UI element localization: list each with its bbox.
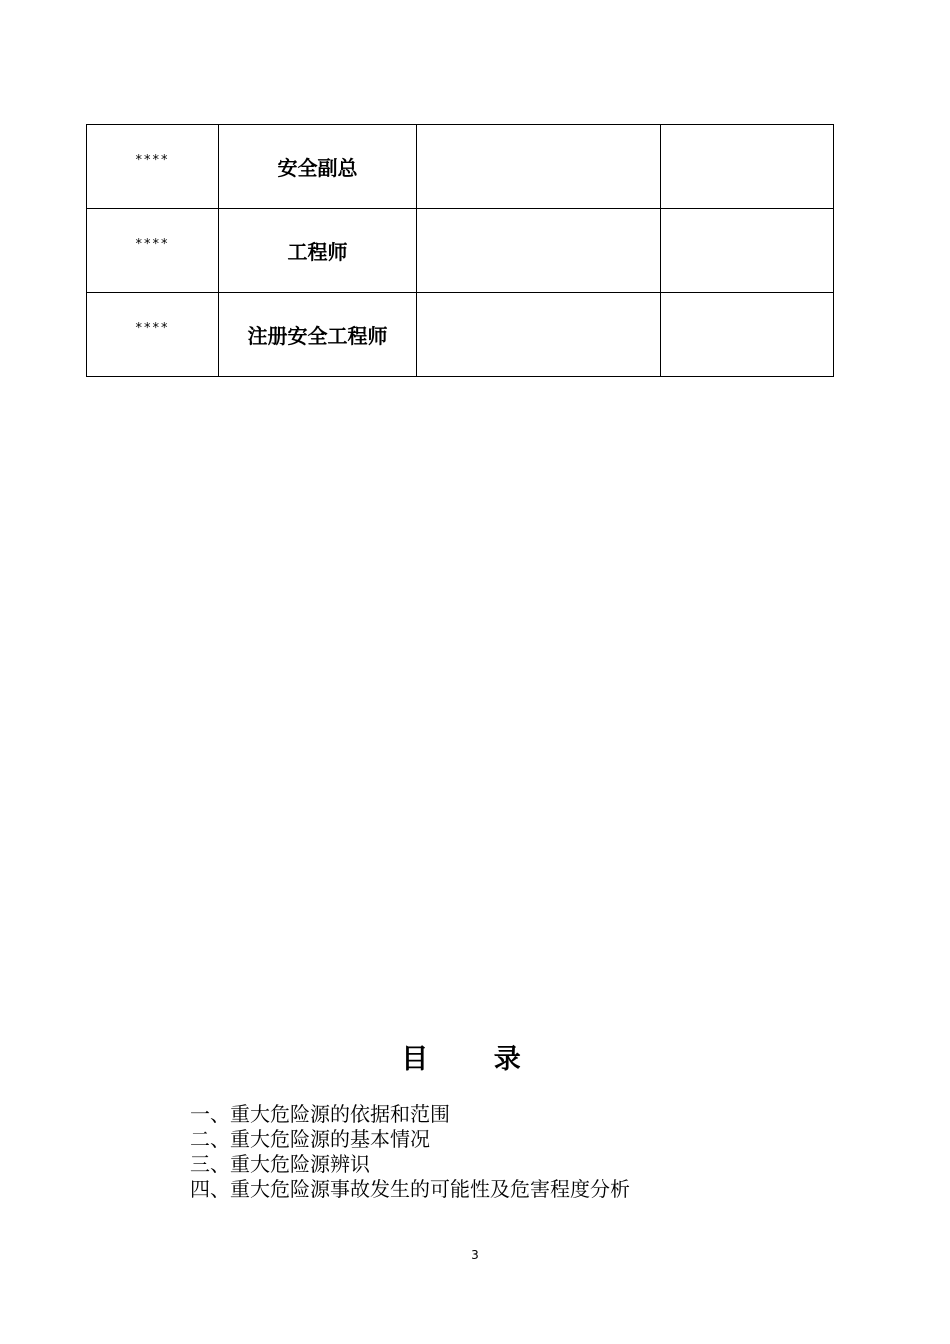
table-row (87, 293, 834, 377)
blank-cell (661, 125, 834, 209)
name-cell: **** (87, 209, 219, 293)
title-cell: 安全副总 (219, 125, 417, 209)
page-number: 3 (471, 1248, 479, 1262)
blank-cell (417, 293, 661, 377)
toc-list (190, 1102, 630, 1202)
toc-item[interactable]: 一、重大危险源的依据和范围 (190, 1102, 450, 1126)
table-row (87, 125, 834, 209)
toc-item[interactable]: 二、重大危险源的基本情况 (190, 1127, 430, 1151)
table-row (87, 209, 834, 293)
blank-cell (661, 293, 834, 377)
toc-item[interactable]: 三、重大危险源辨识 (190, 1152, 370, 1176)
blank-cell (417, 125, 661, 209)
name-cell: **** (87, 293, 219, 377)
blank-cell (661, 209, 834, 293)
title-cell: 注册安全工程师 (219, 293, 417, 377)
toc-heading: 目 录 (401, 1044, 549, 1075)
name-cell: **** (87, 125, 219, 209)
title-cell: 工程师 (219, 209, 417, 293)
signature-table (86, 124, 834, 377)
toc-item[interactable]: 四、重大危险源事故发生的可能性及危害程度分析 (190, 1177, 630, 1201)
blank-cell (417, 209, 661, 293)
